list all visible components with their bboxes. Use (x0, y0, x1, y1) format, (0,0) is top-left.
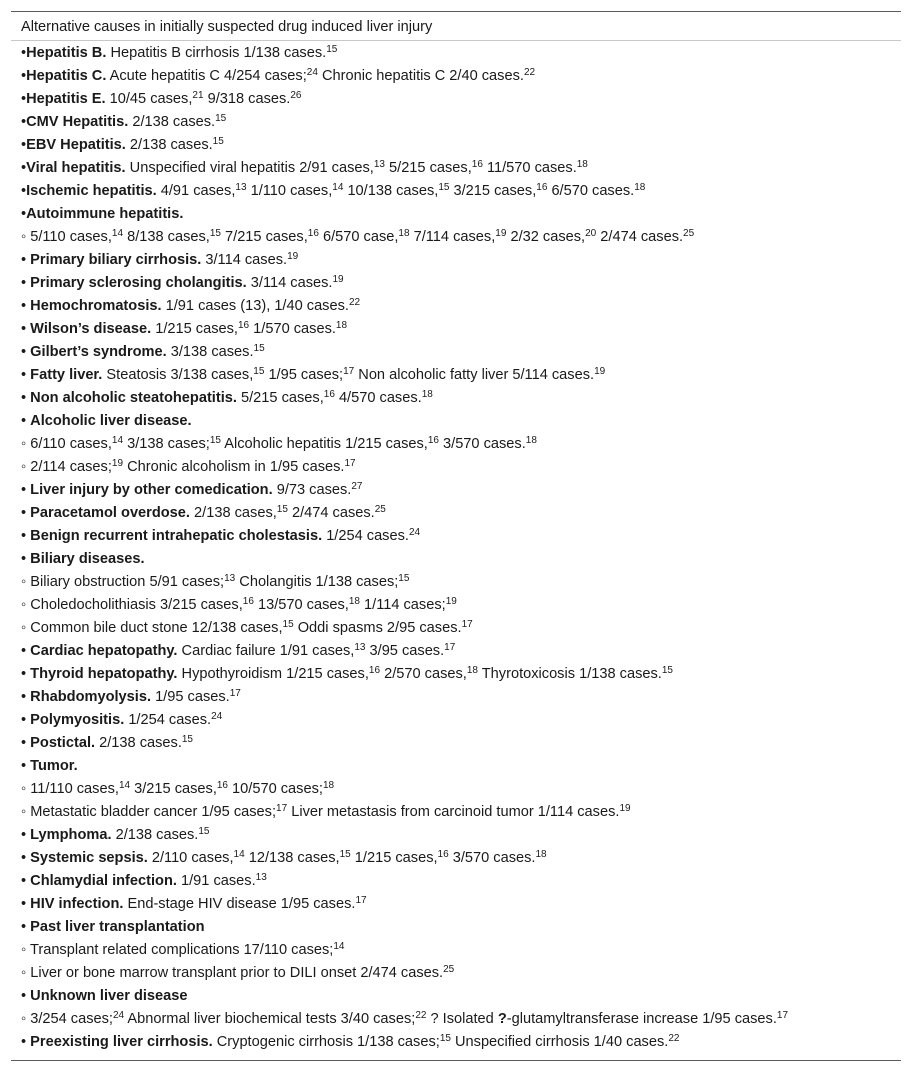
cause-detail: 3/215 cases, (130, 781, 217, 797)
cause-label: Fatty liver. (30, 367, 103, 383)
list-item (21, 456, 891, 479)
cause-label: Non alcoholic steatohepatitis. (30, 390, 237, 406)
cause-label: EBV Hepatitis. (26, 137, 126, 153)
reference-superscript: 13 (235, 182, 247, 193)
cause-detail: 6/570 case, (318, 229, 399, 245)
cause-label: Biliary diseases. (30, 551, 145, 567)
cause-detail: 1/114 cases; (359, 597, 446, 613)
list-item (21, 65, 891, 88)
cause-label: Systemic sepsis. (30, 850, 148, 866)
reference-superscript: 15 (276, 504, 288, 515)
reference-superscript: 16 (427, 435, 439, 446)
cause-detail: • (21, 735, 31, 751)
cause-label: Alcoholic liver disease. (30, 413, 192, 429)
reference-superscript: 25 (443, 964, 455, 975)
reference-superscript: 15 (282, 619, 294, 630)
cause-label: Liver injury by other comedication. (30, 482, 273, 498)
cause-label: Polymyositis. (30, 712, 125, 728)
cause-label: Primary sclerosing cholangitis. (30, 275, 247, 291)
reference-superscript: 13 (373, 159, 385, 170)
cause-detail: • (21, 206, 27, 222)
cause-detail: Cryptogenic cirrhosis 1/138 cases; (212, 1034, 440, 1050)
reference-superscript: 15 (326, 44, 338, 55)
cause-detail: 9/318 cases. (203, 91, 291, 107)
cause-detail: Acute hepatitis C 4/254 cases; (106, 68, 307, 84)
reference-superscript: 14 (332, 182, 344, 193)
cause-detail: • (21, 1034, 31, 1050)
cause-detail: Cholangitis 1/138 cases; (235, 574, 399, 590)
list-item (21, 318, 891, 341)
cause-label: Primary biliary cirrhosis. (30, 252, 202, 268)
cause-label: CMV Hepatitis. (26, 114, 129, 130)
cause-detail: ◦ Common bile duct stone 12/138 cases, (21, 620, 283, 636)
cause-detail: 1/570 cases. (249, 321, 336, 337)
cause-detail: 1/95 cases; (264, 367, 344, 383)
reference-superscript: 17 (776, 1010, 789, 1021)
cause-label: Gilbert’s syndrome. (30, 344, 167, 360)
reference-superscript: 16 (216, 780, 228, 791)
list-item (21, 801, 891, 824)
list-item (21, 387, 891, 410)
reference-superscript: 18 (535, 849, 547, 860)
reference-superscript: 25 (683, 228, 695, 239)
reference-superscript: 22 (415, 1010, 427, 1021)
list-item (21, 134, 891, 157)
cause-detail: • (21, 919, 31, 935)
cause-detail: • (21, 505, 31, 521)
reference-superscript: 17 (444, 642, 456, 653)
cause-detail: • (21, 160, 27, 176)
cause-detail: • (21, 45, 27, 61)
reference-superscript: 19 (619, 803, 631, 814)
reference-superscript: 27 (351, 481, 363, 492)
list-item (21, 663, 891, 686)
cause-detail: • (21, 298, 31, 314)
cause-detail: • (21, 896, 31, 912)
table-header-cell: Alternative causes in initially suspected drug induced liver injury (21, 19, 433, 35)
cause-detail: Hypothyroidism 1/215 cases, (177, 666, 369, 682)
cause-detail: ◦ Liver or bone marrow transplant prior to DILI onset 2/474 cases. (21, 965, 444, 981)
cause-label: Paracetamol overdose. (30, 505, 190, 521)
cause-detail: ◦ 3/254 cases; (21, 1011, 113, 1027)
reference-superscript: 18 (322, 780, 335, 791)
cause-detail: • (21, 643, 31, 659)
list-item (21, 732, 891, 755)
cause-detail: • (21, 321, 31, 337)
reference-superscript: 19 (111, 458, 124, 469)
cause-detail: 4/570 cases. (334, 390, 422, 406)
reference-superscript: 24 (408, 527, 421, 538)
cause-detail: 2/32 cases, (506, 229, 586, 245)
cause-detail: 3/215 cases, (449, 183, 537, 199)
reference-superscript: 24 (306, 67, 318, 78)
reference-superscript: 16 (307, 228, 319, 239)
reference-superscript: 15 (212, 136, 224, 147)
cause-detail: Non alcoholic fatty liver 5/114 cases. (354, 367, 595, 383)
cause-label: Ischemic hepatitis. (26, 183, 157, 199)
cause-detail: • (21, 137, 27, 153)
cause-detail: 7/114 cases, (409, 229, 496, 245)
cause-detail: 2/474 cases. (596, 229, 684, 245)
reference-superscript: 16 (471, 159, 483, 170)
reference-superscript: 20 (585, 228, 597, 239)
reference-superscript: 15 (209, 228, 221, 239)
cause-detail: Oddi spasms 2/95 cases. (293, 620, 462, 636)
cause-detail: ◦ 6/110 cases, (21, 436, 112, 452)
cause-detail: 3/114 cases. (201, 252, 288, 268)
cause-detail: 3/570 cases. (448, 850, 536, 866)
cause-detail: Steatosis 3/138 cases, (102, 367, 254, 383)
reference-superscript: 17 (276, 803, 288, 814)
reference-superscript: 15 (439, 1033, 451, 1044)
reference-superscript: 19 (332, 274, 344, 285)
cause-label: Benign recurrent intrahepatic cholestasis. (30, 528, 323, 544)
cause-detail: 7/215 cases, (220, 229, 308, 245)
list-item (21, 180, 891, 203)
list-item (21, 502, 891, 525)
cause-label: Postictal. (30, 735, 96, 751)
cause-detail: 2/474 cases. (287, 505, 375, 521)
cause-label: ? (497, 1011, 507, 1027)
list-item (21, 571, 891, 594)
list-item (21, 433, 891, 456)
cause-detail: 10/45 cases, (105, 91, 193, 107)
reference-superscript: 24 (112, 1010, 125, 1021)
cause-detail: • (21, 68, 27, 84)
reference-superscript: 14 (233, 849, 245, 860)
list-item (21, 226, 891, 249)
cause-detail: Unspecified viral hepatitis 2/91 cases, (125, 160, 374, 176)
cause-detail: 3/95 cases. (365, 643, 445, 659)
list-item (21, 111, 891, 134)
cause-detail: 1/254 cases. (124, 712, 212, 728)
list-item (21, 525, 891, 548)
reference-superscript: 16 (242, 596, 254, 607)
reference-superscript: 18 (634, 182, 646, 193)
cause-detail: 9/73 cases. (272, 482, 352, 498)
cause-detail: 8/138 cases, (123, 229, 210, 245)
cause-detail: 1/91 cases (13), 1/40 cases. (161, 298, 349, 314)
reference-superscript: 17 (344, 458, 356, 469)
list-item (21, 479, 891, 502)
table-body-cell (21, 42, 891, 1054)
reference-superscript: 22 (523, 67, 536, 78)
reference-superscript: 16 (323, 389, 335, 400)
list-item (21, 295, 891, 318)
list-item (21, 893, 891, 916)
reference-superscript: 14 (111, 228, 124, 239)
cause-detail: Hepatitis B cirrhosis 1/138 cases. (106, 45, 327, 61)
cause-detail: Unspecified cirrhosis 1/40 cases. (450, 1034, 669, 1050)
cause-label: Viral hepatitis. (26, 160, 126, 176)
cause-detail: 2/138 cases. (125, 137, 213, 153)
reference-superscript: 13 (224, 573, 236, 584)
list-item (21, 617, 891, 640)
cause-detail: Thyrotoxicosis 1/138 cases. (477, 666, 662, 682)
cause-detail: ◦ 11/110 cases, (21, 781, 119, 797)
cause-detail: 2/110 cases, (147, 850, 234, 866)
reference-superscript: 15 (253, 366, 265, 377)
cause-detail: 3/138 cases; (123, 436, 210, 452)
reference-superscript: 15 (661, 665, 673, 676)
cause-detail: 6/570 cases. (547, 183, 635, 199)
cause-detail: • (21, 91, 27, 107)
cause-detail: • (21, 873, 31, 889)
reference-superscript: 16 (437, 849, 449, 860)
reference-superscript: 14 (118, 780, 131, 791)
cause-detail: 2/138 cases. (111, 827, 199, 843)
list-item (21, 157, 891, 180)
cause-detail: Alcoholic hepatitis 1/215 cases, (220, 436, 428, 452)
reference-superscript: 16 (237, 320, 250, 331)
list-item (21, 1031, 891, 1054)
list-item (21, 916, 891, 939)
cause-detail: -glutamyltransferase increase 1/95 cases. (506, 1011, 777, 1027)
cause-detail: 1/215 cases, (350, 850, 438, 866)
cause-detail: ◦ Choledocholithiasis 3/215 cases, (21, 597, 243, 613)
reference-superscript: 15 (215, 113, 227, 124)
reference-superscript: 25 (374, 504, 386, 515)
reference-superscript: 21 (192, 90, 204, 101)
list-item (21, 640, 891, 663)
cause-detail: 12/138 cases, (244, 850, 340, 866)
list-item (21, 709, 891, 732)
cause-detail: 11/570 cases. (482, 160, 577, 176)
cause-detail: 13/570 cases, (253, 597, 349, 613)
alternative-causes-table (11, 11, 901, 1061)
cause-detail: 10/138 cases, (343, 183, 439, 199)
cause-label: Lymphoma. (30, 827, 112, 843)
cause-detail: 2/138 cases. (128, 114, 216, 130)
cause-detail: • (21, 183, 27, 199)
cause-label: Preexisting liver cirrhosis. (30, 1034, 213, 1050)
cause-detail: • (21, 275, 31, 291)
reference-superscript: 19 (495, 228, 507, 239)
reference-superscript: 18 (335, 320, 348, 331)
list-item (21, 755, 891, 778)
list-item (21, 985, 891, 1008)
cause-label: HIV infection. (30, 896, 124, 912)
cause-label: Past liver transplantation (30, 919, 205, 935)
cause-detail: • (21, 758, 31, 774)
list-item (21, 364, 891, 387)
cause-detail: 1/110 cases, (246, 183, 333, 199)
cause-label: Cardiac hepatopathy. (30, 643, 178, 659)
list-item (21, 88, 891, 111)
cause-detail: • (21, 344, 31, 360)
cause-detail: 1/254 cases. (322, 528, 409, 544)
cause-detail: 1/95 cases. (151, 689, 230, 705)
reference-superscript: 17 (343, 366, 355, 377)
list-item (21, 42, 891, 65)
reference-superscript: 18 (398, 228, 410, 239)
cause-detail: 1/215 cases, (151, 321, 238, 337)
list-item (21, 686, 891, 709)
reference-superscript: 15 (253, 343, 265, 354)
cause-detail: ? Isolated (426, 1011, 498, 1027)
reference-superscript: 18 (421, 389, 433, 400)
cause-detail: • (21, 689, 31, 705)
list-item (21, 1008, 891, 1031)
reference-superscript: 18 (348, 596, 360, 607)
cause-detail: 5/215 cases, (236, 390, 324, 406)
reference-superscript: 22 (668, 1033, 680, 1044)
cause-detail: 3/114 cases. (246, 275, 333, 291)
cause-detail: • (21, 850, 31, 866)
cause-detail: 1/91 cases. (176, 873, 256, 889)
reference-superscript: 15 (398, 573, 410, 584)
reference-superscript: 15 (209, 435, 221, 446)
list-item (21, 962, 891, 985)
reference-superscript: 24 (211, 711, 223, 722)
list-item (21, 939, 891, 962)
cause-detail: 3/138 cases. (166, 344, 254, 360)
reference-superscript: 18 (525, 435, 537, 446)
cause-label: Autoimmune hepatitis. (26, 206, 184, 222)
reference-superscript: 16 (536, 182, 548, 193)
list-item (21, 548, 891, 571)
cause-detail: 3/570 cases. (438, 436, 526, 452)
reference-superscript: 15 (181, 734, 193, 745)
reference-superscript: 22 (348, 297, 361, 308)
cause-detail: ◦ Transplant related complications 17/110 cases; (21, 942, 334, 958)
cause-detail: 2/570 cases, (380, 666, 467, 682)
reference-superscript: 18 (466, 665, 478, 676)
cause-detail: • (21, 988, 31, 1004)
cause-label: Rhabdomyolysis. (30, 689, 152, 705)
reference-superscript: 19 (287, 251, 299, 262)
list-item (21, 594, 891, 617)
cause-detail: • (21, 712, 31, 728)
cause-detail: • (21, 551, 31, 567)
reference-superscript: 17 (355, 895, 367, 906)
reference-superscript: 16 (368, 665, 381, 676)
cause-detail: • (21, 666, 31, 682)
cause-label: Thyroid hepatopathy. (30, 666, 178, 682)
cause-detail: • (21, 528, 31, 544)
reference-superscript: 26 (290, 90, 302, 101)
cause-label: Tumor. (30, 758, 78, 774)
reference-superscript: 14 (333, 941, 345, 952)
cause-detail: • (21, 390, 31, 406)
cause-detail: 4/91 cases, (156, 183, 236, 199)
cause-label: Hepatitis E. (26, 91, 106, 107)
list-item (21, 824, 891, 847)
cause-detail: • (21, 482, 31, 498)
list-item (21, 249, 891, 272)
reference-superscript: 13 (255, 872, 267, 883)
cause-detail: 2/138 cases. (95, 735, 182, 751)
cause-detail: • (21, 827, 31, 843)
cause-label: Wilson’s disease. (30, 321, 152, 337)
reference-superscript: 15 (438, 182, 450, 193)
cause-detail: ◦ Biliary obstruction 5/91 cases; (21, 574, 225, 590)
reference-superscript: 19 (594, 366, 606, 377)
cause-detail: • (21, 367, 31, 383)
cause-detail: • (21, 252, 31, 268)
cause-detail: • (21, 413, 31, 429)
cause-detail: 2/138 cases, (189, 505, 277, 521)
list-item (21, 203, 891, 226)
cause-label: Hepatitis C. (26, 68, 107, 84)
cause-detail: ◦ Metastatic bladder cancer 1/95 cases; (21, 804, 277, 820)
reference-superscript: 19 (445, 596, 457, 607)
cause-detail: Chronic hepatitis C 2/40 cases. (317, 68, 524, 84)
cause-detail: Liver metastasis from carcinoid tumor 1/114 cases. (287, 804, 620, 820)
reference-superscript: 15 (198, 826, 210, 837)
reference-superscript: 17 (229, 688, 241, 699)
cause-detail: Abnormal liver biochemical tests 3/40 cases; (124, 1011, 416, 1027)
reference-superscript: 18 (576, 159, 588, 170)
cause-detail: ◦ 5/110 cases, (21, 229, 112, 245)
cause-label: Hepatitis B. (26, 45, 107, 61)
cause-label: Unknown liver disease (30, 988, 188, 1004)
cause-detail: End-stage HIV disease 1/95 cases. (123, 896, 356, 912)
cause-detail: 5/215 cases, (384, 160, 472, 176)
cause-detail: Cardiac failure 1/91 cases, (177, 643, 355, 659)
cause-label: Hemochromatosis. (30, 298, 162, 314)
reference-superscript: 15 (339, 849, 351, 860)
list-item (21, 272, 891, 295)
reference-superscript: 17 (461, 619, 473, 630)
list-item (21, 410, 891, 433)
cause-label: Chlamydial infection. (30, 873, 177, 889)
cause-detail: 10/570 cases; (228, 781, 323, 797)
list-item (21, 847, 891, 870)
cause-detail: Chronic alcoholism in 1/95 cases. (123, 459, 345, 475)
cause-detail: ◦ 2/114 cases; (21, 459, 112, 475)
list-item (21, 870, 891, 893)
table-header-row (11, 12, 901, 41)
cause-detail: • (21, 114, 27, 130)
reference-superscript: 13 (354, 642, 366, 653)
list-item (21, 778, 891, 801)
list-item (21, 341, 891, 364)
reference-superscript: 14 (111, 435, 124, 446)
